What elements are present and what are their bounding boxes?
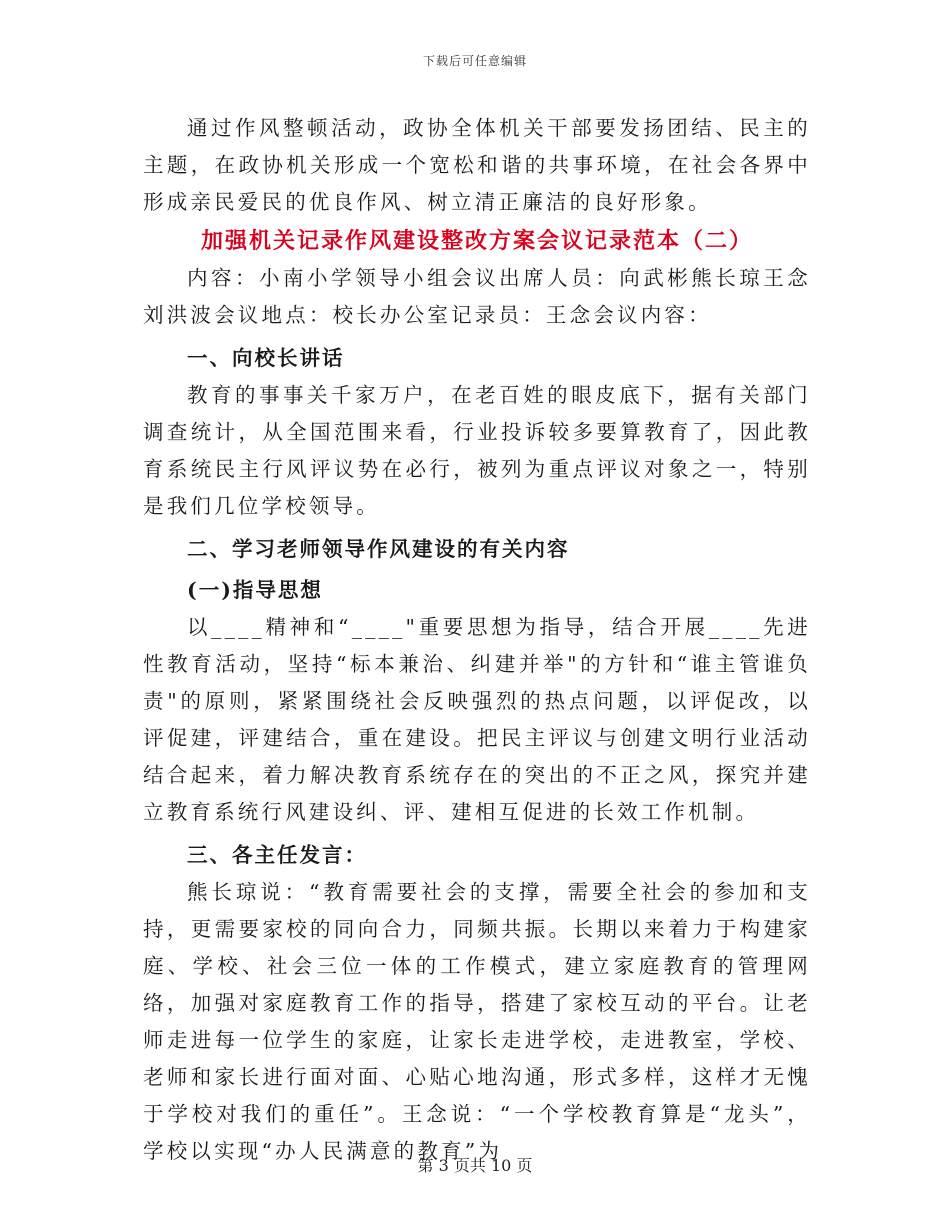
meeting-info: 内容：小南小学领导小组会议出席人员：向武彬熊长琼王念刘洪波会议地点：校长办公室记录员：王念会议内容：	[143, 266, 811, 327]
section-1-body: 教育的事事关千家万户，在老百姓的眼皮底下，据有关部门调查统计，从全国范围来看，行业投诉较多要算教育了，因此教育系统民主行风评议势在必行，被列为重点评议对象之一，特别是我们几位学校领导。	[143, 383, 811, 518]
section-2-heading: 二、学习老师领导作风建设的有关内容	[187, 537, 570, 561]
section-1-heading: 一、向校长讲话	[187, 346, 345, 370]
page-footer: 第 3 页共 10 页	[417, 1156, 533, 1175]
section-3-heading: 三、各主任发言：	[187, 843, 367, 867]
section-2-subheading: (一)指导思想	[187, 578, 323, 602]
intro-paragraph: 通过作风整顿活动，政协全体机关干部要发扬团结、民主的主题，在政协机关形成一个宽松和谐的共事环境，在社会各界中形成亲民爱民的优良作风、树立清正廉洁的良好形象。	[143, 116, 811, 214]
page-header: 下载后可任意编辑	[422, 54, 527, 68]
section-2-body: 以____精神和“____"重要思想为指导，结合开展____先进性教育活动，坚持“标本兼治、纠建并举"的方针和“谁主管谁负责"的原则，紧紧围绕社会反映强烈的热点问题，以评促改，以评促建，评建结合，重在建设。把民主评议与创建文明行业活动结合起来，着力解决教育系统存在的突出的不正之风，探究并建立教育系统行风建设纠、评、建相互促进的长效工作机制。	[143, 615, 811, 824]
section-3-body: 熊长琼说：“教育需要社会的支撑，需要全社会的参加和支持，更需要家校的同向合力，同频共振。长期以来着力于构建家庭、学校、社会三位一体的工作模式，建立家庭教育的管理网络，加强对家庭教育工作的指导，搭建了家校互动的平台。让老师走进每一位学生的家庭，让家长走进学校，走进教室，学校、老师和家长进行面对面、心贴心地沟通，形式多样，这样才无愧于学校对我们的重任”。王念说：“一个学校教育算是“龙头”，学校以实现“办人民满意的教育”为	[143, 880, 811, 1163]
document-body	[143, 110, 811, 1170]
document-title: 加强机关记录作风建设整改方案会议记录范本（二）	[200, 228, 753, 254]
